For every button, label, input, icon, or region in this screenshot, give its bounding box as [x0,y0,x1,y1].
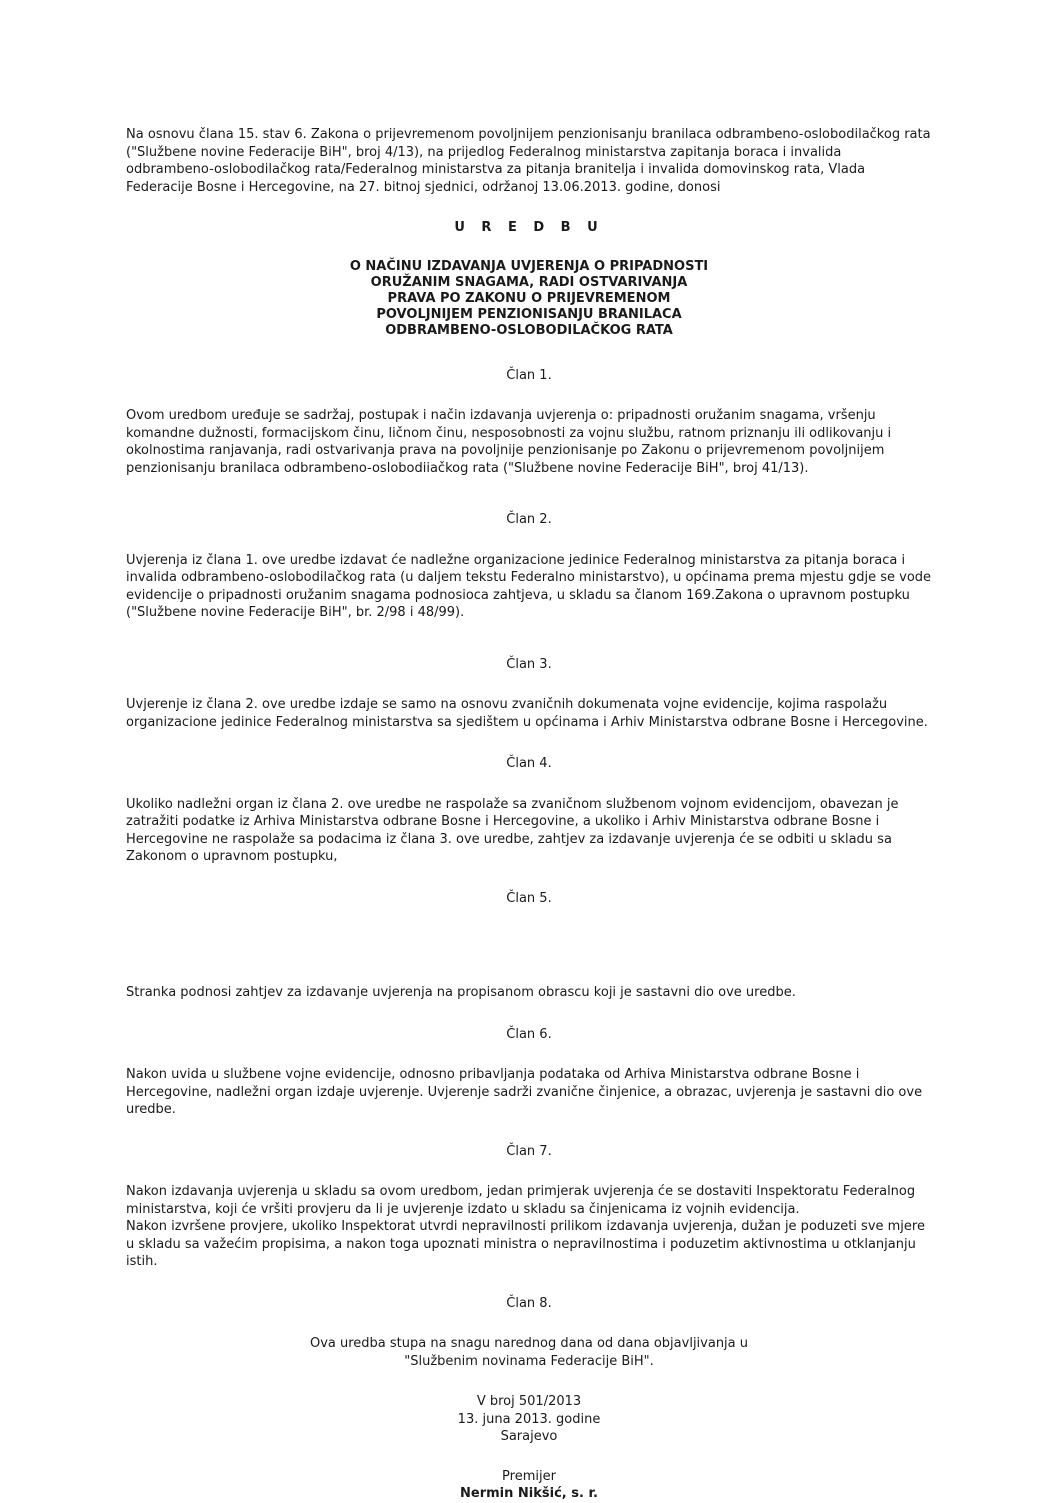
reference-place: Sarajevo [500,1429,558,1444]
title-line: ORUŽANIM SNAGAMA, RADI OSTVARIVANJA [370,274,688,290]
article-text: Ukoliko nadležni organ iz člana 2. ove uredbe ne raspolaže sa zvaničnom službenom vojnom evidencijom, obavezan je zatražiti podatke iz Arhiva Ministarstva odbrane Bosne i Hercegovine, a ukoliko i Arhiv Ministarstva odbrane Bosne i Hercegovine ne raspolaže sa podacima iz člana 3. ove uredbe, zahtjev za izdavanje uvjerenja će se odbiti u skladu sa Zakonom o upravnom postupku, [126,796,899,864]
document-page [126,126,932,1503]
article-heading: Član 8. [506,1295,552,1311]
article-text: Ovom uredbom uređuje se sadržaj, postupak i način izdavanja uvjerenja o: pripadnosti oružanim snagama, vršenju komandne dužnosti, formacijskom činu, ličnom činu, nesposobnosti za vojnu službu, ratnom priznanju ili odlikovanju i okolnostima ranjavanja, radi ostvarivanja prava na povoljnije penzionisanje po Zakonu o prijevremenom povoljnijem penzionisanju branilaca odbrambeno-oslobodiiačkog rata ("Službene novine Federacije BiH", broj 41/13). [126,408,892,476]
article-heading: Član 2. [506,512,552,527]
reference-number: V broj 501/2013 [476,1394,582,1409]
signature-block [126,1468,932,1503]
article-text: Stranka podnosi zahtjev za izdavanje uvjerenja na propisanom obrascu koji je sastavni dio ove uredbe. [126,985,796,1000]
article-text: Nakon uvida u službene vojne evidencije, odnosno pribavljanja podataka od Arhiva Ministarstva odbrane Bosne i Hercegovine, nadležni organ izdaje uvjerenje. Uvjerenje sadrži zvanične činjenice, a obrazac, uvjerenja je sastavni dio ove uredbe. [126,1067,923,1117]
article-heading: Član 5. [506,890,552,906]
title-line: O NAČINU IZDAVANJA UVJERENJA O PRIPADNOSTI [349,258,709,274]
document-type-heading: U R E D B U [454,220,604,235]
signatory-role: Premijer [502,1468,556,1484]
reference-date: 13. juna 2013. godine [457,1411,601,1427]
article-heading: Član 1. [506,367,552,383]
article-heading: Član 4. [506,756,552,771]
closing-provision [126,1335,932,1370]
article-text: Nakon izdavanja uvjerenja u skladu sa ovom uredbom, jedan primjerak uvjerenja će se dostaviti Inspektoratu Federalnog ministarstva, koji će vršiti provjeru da li je uvjerenje izdato u skladu sa činjenicama iz vojnih evidencija. [126,1184,916,1217]
article-text: Nakon izvršene provjere, ukoliko Inspektorat utvrdi nepravilnosti prilikom izdavanja uvjerenja, dužan je poduzeti sve mjere u skladu sa važećim propisima, a nakon toga upoznati ministra o nepravilnostima i poduzetim aktivnostima u otklanjanju istih. [126,1219,925,1269]
article-text: Ova uredba stupa na snagu narednog dana od dana objavljivanja u [309,1336,749,1351]
title-line: PRAVA PO ZAKONU O PRIJEVREMENOM [387,290,671,306]
preamble: Na osnovu člana 15. stav 6. Zakona o prijevremenom povoljnijem penzionisanju branilaca odbrambeno-oslobodilačkog rata ("Službene novine Federacije BiH", broj 4/13), na prijedlog Federalnog ministarstva zapitanja boraca i invalida odbrambeno-oslobodilačkog rata/Federalnog ministarstva za pitanja branitelja i invalida domovinskog rata, Vlada Federacije Bosne i Hercegovine, na 27. bitnoj sjednici, održanoj 13.06.2013. godine, donosi [126,127,931,195]
spacer [126,930,932,984]
title-line: ODBRAMBENO-OSLOBODILAČKOG RATA [385,322,673,338]
article-heading: Član 7. [506,1143,552,1159]
article-text: Uvjerenja iz člana 1. ove uredbe izdavat će nadležne organizacione jedinice Federalnog ministarstva za pitanja boraca i invalida odbrambeno-oslobodilačkog rata (u daljem tekstu Federalno ministarstvo), u općinama prema mjestu gdje se vode evidencije o pripadnosti oružanim snagama podnosioca zahtjeva, u skladu sa članom 169.Zakona o upravnom postupku ("Službene novine Federacije BiH", br. 2/98 i 48/99). [126,552,932,620]
article-text: "Službenim novinama Federacije BiH". [404,1353,654,1369]
article-heading: Član 3. [506,656,552,672]
signatory-name: Nermin Nikšić, s. r. [460,1486,598,1501]
reference-block [126,1393,932,1446]
title-line: POVOLJNIJEM PENZIONISANJU BRANILACA [376,306,682,322]
document-title [126,259,932,339]
article-text: Uvjerenje iz člana 2. ove uredbe izdaje se samo na osnovu zvaničnih dokumenata vojne evidencije, kojima raspolažu organizacione jedinice Federalnog ministarstva sa sjedištem u općinama i Arhiv Ministarstva odbrane Bosne i Hercegovine. [126,697,928,730]
article-heading: Član 6. [506,1026,552,1042]
